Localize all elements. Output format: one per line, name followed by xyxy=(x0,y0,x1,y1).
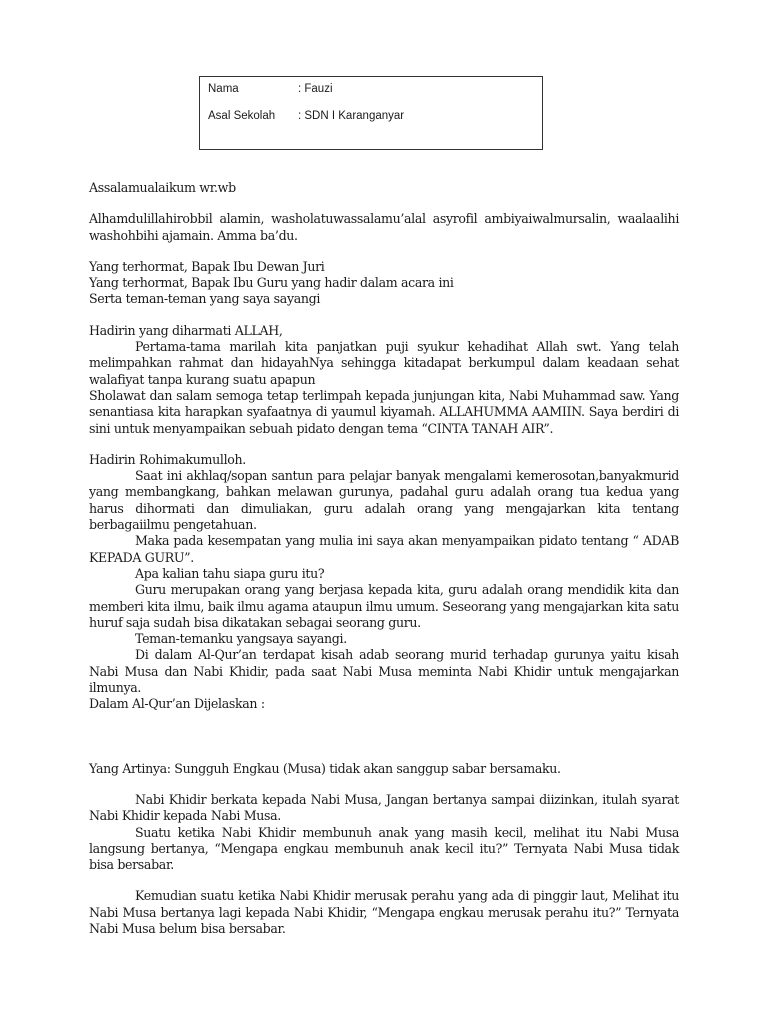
school-value: : SDN I Karanganyar xyxy=(298,110,405,122)
syukur-paragraph: Pertama-tama marilah kita panjatkan puji syukur kehadihat Allah swt. Yang telah melimpahkan rahmat dan hidayahNya sehingga kitadapat berkumpul dalam keadaan sehat walafiyat tanpa kurang suatu apapun xyxy=(89,339,679,387)
school-label: Asal Sekolah xyxy=(208,110,276,122)
membunuh-paragraph: Suatu ketika Nabi Khidir membunuh anak yang masih kecil, melihat itu Nabi Musa langsung bertanya, “Mengapa engkau membunuh anak kecil itu?” Ternyata Nabi Musa tidak bisa bersabar. xyxy=(89,824,679,873)
teman-line: Teman-temanku yangsaya sayangi. xyxy=(135,631,347,647)
akhlaq-paragraph: Saat ini akhlaq/sopan santun para pelajar banyak mengalami kemerosotan,banyakmurid yang membangkang, bahkan melawan gurunya, padahal guru adalah orang tua kedua yang harus dihormati dan dimuliakan, guru adalah orang yang mengajarkan kita tentang berbagaiilmu pengetahuan. xyxy=(89,468,679,533)
name-label: Nama xyxy=(208,83,239,95)
name-row xyxy=(208,83,333,95)
identity-box xyxy=(199,76,543,150)
kisah-paragraph: Di dalam Al-Qur’an terdapat kisah adab seorang murid terhadap gurunya yaitu kisah Nabi Musa dan Nabi Khidir, pada saat Nabi Musa meminta Nabi Khidir untuk mengajarkan ilmunya. xyxy=(89,647,679,696)
syarat-paragraph: Nabi Khidir berkata kepada Nabi Musa, Jangan bertanya sampai diizinkan, itulah syarat Nabi Khidir kepada Nabi Musa. xyxy=(89,791,679,824)
hadirin-heading-2: Hadirin Rohimakumulloh. xyxy=(89,451,246,467)
dijelaskan-line: Dalam Al-Qur’an Dijelaskan : xyxy=(89,696,265,712)
greeting-line-2: Yang terhormat, Bapak Ibu Guru yang hadir dalam acara ini xyxy=(89,275,454,291)
sholawat-paragraph: Sholawat dan salam semoga tetap terlimpah kepada junjungan kita, Nabi Muhammad saw. Yang senantiasa kita harapkan syafaatnya di yaumul kiyamah. ALLAHUMMA AAMIIN. Saya berdiri di sini untuk menyampaikan sebuah pidato dengan tema “CINTA TANAH AIR”. xyxy=(89,387,679,436)
tema-paragraph: Maka pada kesempatan yang mulia ini saya akan menyampaikan pidato tentang “ ADAB KEPADA GURU”. xyxy=(89,533,679,565)
greeting-line-1: Yang terhormat, Bapak Ibu Dewan Juri xyxy=(89,258,325,274)
hadirin-heading-1: Hadirin yang diharmati ALLAH, xyxy=(89,322,283,338)
school-row xyxy=(208,110,404,122)
salam-line: Assalamualaikum wr.wb xyxy=(89,180,236,195)
guru-paragraph: Guru merupakan orang yang berjasa kepada kita, guru adalah orang mendidik kita dan memberi kita ilmu, baik ilmu agama ataupun ilmu umum. Seseorang yang mengajarkan kita satu huruf saja sudah bisa dikatakan sebagai seorang guru. xyxy=(89,582,679,630)
perahu-paragraph: Kemudian suatu ketika Nabi Khidir merusak perahu yang ada di pinggir laut, Melihat itu Nabi Musa bertanya lagi kepada Nabi Khidir, “Mengapa engkau merusak perahu itu?” Ternyata Nabi Musa belum bisa bersabar. xyxy=(89,888,679,936)
name-value: : Fauzi xyxy=(298,83,333,95)
tanya-line: Apa kalian tahu siapa guru itu? xyxy=(135,565,325,581)
artinya-line: Yang Artinya: Sungguh Engkau (Musa) tidak akan sanggup sabar bersamaku. xyxy=(89,760,561,776)
speech-body xyxy=(89,180,679,937)
opening-paragraph: Alhamdulillahirobbil alamin, washolatuwassalamu’alal asyrofil ambiyaiwalmursalin, waalaalihi washohbihi ajamain. Amma ba’du. xyxy=(89,211,679,243)
greeting-line-3: Serta teman-teman yang saya sayangi xyxy=(89,291,321,307)
